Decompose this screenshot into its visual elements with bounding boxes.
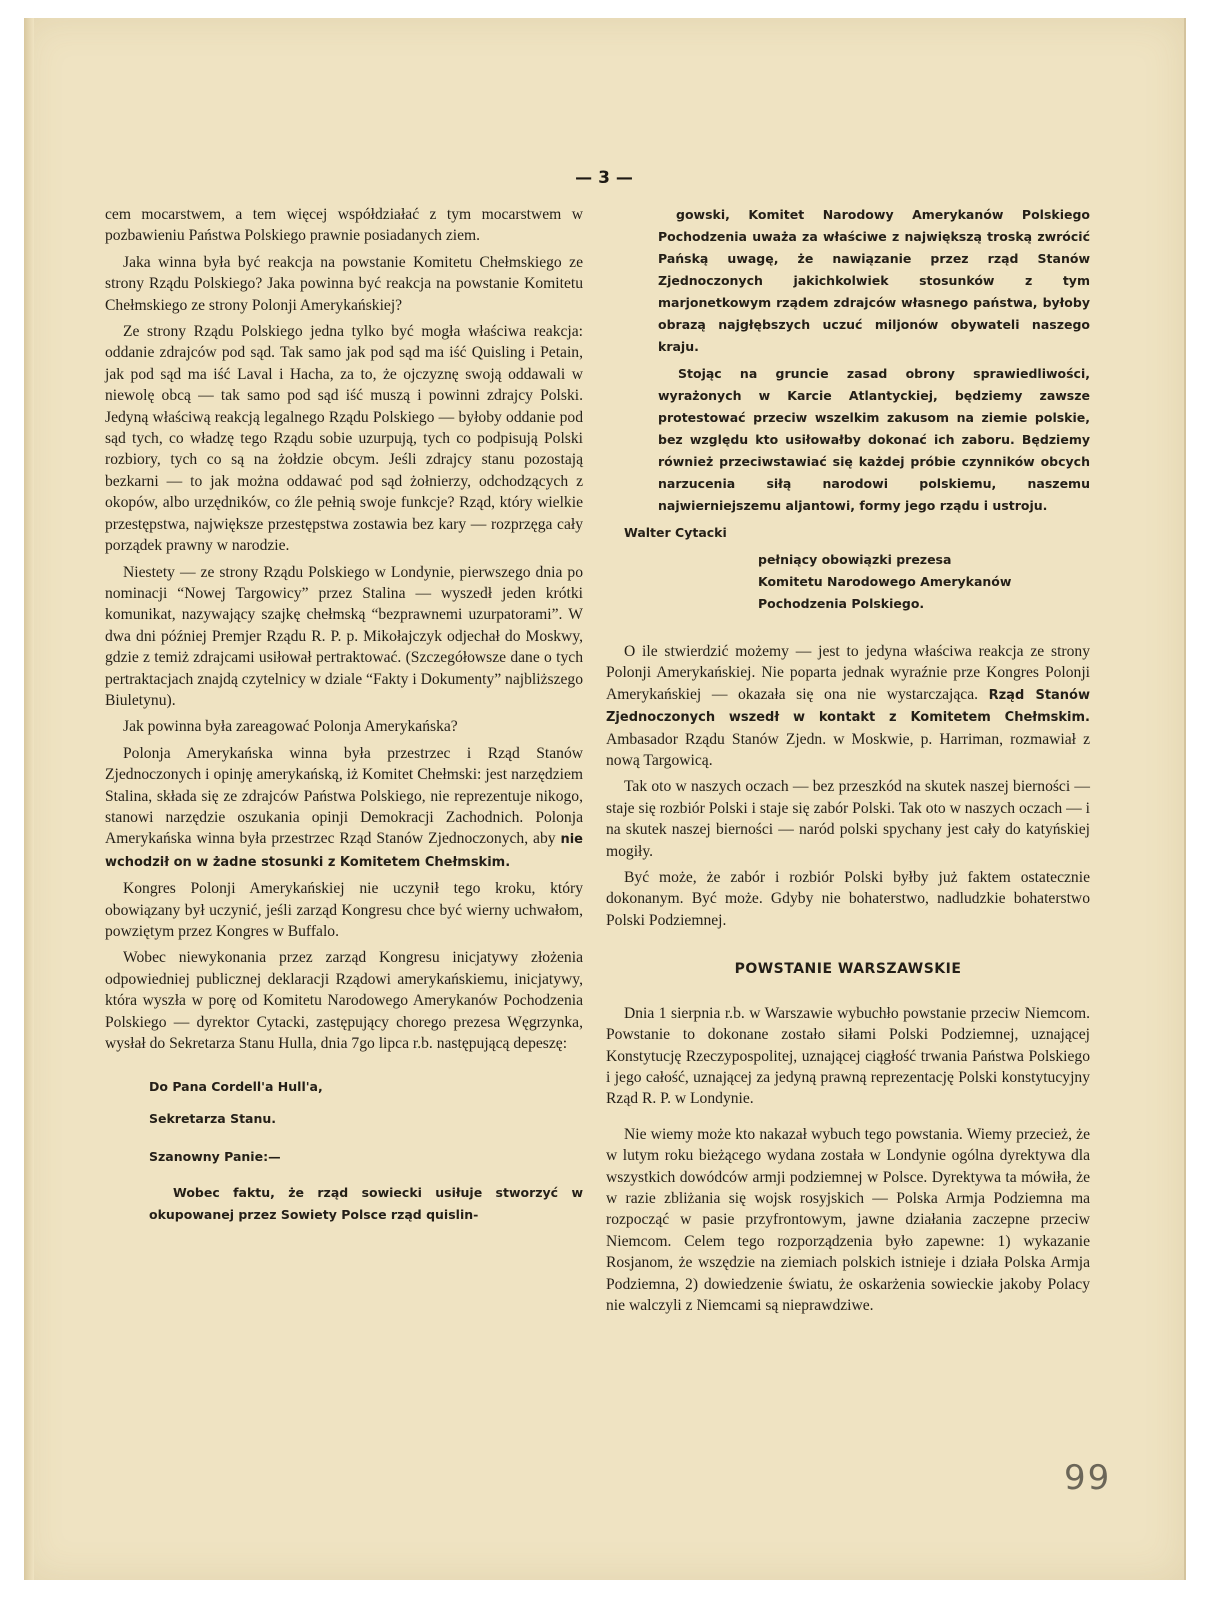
paragraph-heroism: Być może, że zabór i rozbiór Polski byłby już faktem ostatecznie dokonanym. Być może. Gdyby nie bohaterstwo, nadludzkie bohaterstwo Polski Podziemnej. xyxy=(606,869,1090,929)
left-paragraph: cem mocarstwem, a tem więcej współdziałać z tym mocarstwem w pozbawieniu Państwa Polskiego prawnie posiadanych ziem. xyxy=(105,206,583,245)
signature-title-line-2: Komitetu Narodowego Amerykanów xyxy=(758,574,1012,589)
left-paragraph: Wobec niewykonania przez zarząd Kongresu inicjatywy złożenia odpowiedniej publicznej deklaracji Rządowi amerykańskiemu, inicjatywy, która wyszła w porę od Komitetu Narodowego Amerykanów Pochodzenia Polskiego — dyrektor Cytacki, zastępujący chorego prezesa Węgrzynka, wysłał do Sekretarza Stanu Hulla, dnia 7go lipca r.b. następującą depeszę: xyxy=(105,949,583,1053)
left-paragraph xyxy=(105,743,583,873)
handwritten-page-number: 99 xyxy=(1064,1458,1112,1498)
left-paragraph: Ze strony Rządu Polskiego jedna tylko być mogła właściwa reakcja: oddanie zdrajców pod sąd. Tak samo jak pod sąd ma iść Quisling i Petain, jak pod sąd ma iść Laval i Hacha, za to, że ojczyznę swoją oddawali w niewolę obcą — tak samo pod sąd iść muszą i powinni zdrajcy Polski. Jedyną właściwą reakcją legalnego Rządu Polskiego — byłoby oddanie pod sąd tych, co władzę tego Rządu sobie uzurpują, tych co podpisują Polski rozbiory, tych co są na żołdzie obcym. Jeśli zdrajcy stanu pozostają bezkarni — to jak można oddawać pod sąd żołnierzy, odchodzących z okopów, albo urzędników, co źle pełnią swoje funkcje? Rząd, który wielkie przestępstwa, największe przestępstwa zostawia bez kary — rozprzęga cały porządek prawny w narodzie. xyxy=(105,323,583,555)
letter-continuation-2: Stojąc na gruncie zasad obrony sprawiedliwości, wyrażonych w Karcie Atlantyckiej, będziemy zawsze protestować przeciw wszelkim zakusom na ziemie polskie, bez względu kto usiłowałby dokonać ich zaboru. Będziemy również przeciwstawiać się każdej próbie czynników obcych narzucenia siłą narodowi polskiemu, naszemu najwierniejszemu aljantowi, formy jego rządu i ustroju. xyxy=(658,366,1090,513)
left-paragraph-text: Polonja Amerykańska winna była przestrzec i Rząd Stanów Zjednoczonych i opinję amerykańską, iż Komitet Chełmski: jest narzędziem Stalina, składa się ze zdrajców Państwa Polskiego, nie reprezentuje nikogo, stanowi narzędzie oszukania opinji Demokracji Zachodnich. Polonja Amerykańska winna była przestrzec Rząd Stanów Zjednoczonych, aby xyxy=(105,744,583,848)
paragraph-reaction-start: O ile stwierdzić możemy — jest to jedyna właściwa reakcja ze strony Polonji Amerykańskiej. Nie poparta jednak wyraźnie prze Kongres Polonji Amerykańskiej — okazała się ona nie wystarczająca. xyxy=(606,643,1090,703)
binding-edge xyxy=(24,18,34,1580)
left-paragraph: Niestety — ze strony Rządu Polskiego w Londynie, pierwszego dnia po nominacji “Nowej Targowicy” przez Stalina — wyszedł jeden krótki komunikat, nazywający szajkę chełmską “bezprawnemi uzurpatorami”. W dwa dni później Premjer Rządu R. P. p. Mikołajczyk odjechał do Moskwy, gdzie z temiż zdrajcami usiłował pertraktować. (Szczegółowsze dane o tych pertraktacjach znajdą czytelnicy w dziale “Fakty i Dokumenty” najbliższego Biuletynu). xyxy=(105,563,584,709)
paragraph-passivity: Tak oto w naszych oczach — bez przeszkód na skutek naszej bierności — staje się rozbiór Polski i staje się zabór Polski. Tak oto w naszych oczach — i na skutek naszej bierności — naród polski spychany jest cały do katyńskiej mogiły. xyxy=(606,778,1090,860)
paragraph-reaction xyxy=(606,641,1090,771)
telegram-letter xyxy=(105,1076,583,1226)
signature-name: Walter Cytacki xyxy=(624,525,727,540)
document-page xyxy=(24,18,1186,1580)
page-number: — 3 — xyxy=(575,168,633,188)
letter-salutation: Szanowny Panie:— xyxy=(149,1149,281,1165)
section-heading: POWSTANIE WARSZAWSKIE xyxy=(734,961,962,978)
signature-title-line-3: Pochodzenia Polskiego. xyxy=(758,596,925,611)
left-column xyxy=(105,204,583,1236)
paragraph-reaction-bold: Rząd Stanów Zjednoczonych wszedł w kontakt z Komitetem Chełmskim. xyxy=(606,687,1090,726)
letter-body-start: Wobec faktu, że rząd sowiecki usiłuje stworzyć w okupowanej przez Sowiety Polsce rząd quislin- xyxy=(149,1185,583,1223)
paragraph-uprising: Dnia 1 sierpnia r.b. w Warszawie wybuchło powstanie przeciw Niemcom. Powstanie to dokonane zostało siłami Polski Podziemnej, uznającej Konstytucję Rzeczypospolitej, uznającej ciągłość trwania Państwa Polskiego i jego całość, uznającej za jedyną prawną reprezentację Polski konstytucyjny Rząd R. P. w Londynie. xyxy=(606,1004,1090,1108)
right-column xyxy=(606,204,1090,1321)
letter-addressee-title: Sekretarza Stanu. xyxy=(149,1111,277,1127)
left-paragraph-bold: nie wchodził on w żadne stosunki z Komitetem Chełmskim. xyxy=(105,832,583,870)
left-paragraph: Jaka winna była być reakcja na powstanie Komitetu Chełmskiego ze strony Rządu Polskiego? Jaka powinna być reakcja na powstanie Komitetu Chełmskiego ze strony Polonji Amerykańskiej? xyxy=(105,253,583,314)
left-paragraphs xyxy=(105,204,583,1054)
paragraph-directive: Nie wiemy może kto nakazał wybuch tego powstania. Wiemy przecież, że w lutym roku bieżącego wydana została w Londynie ogólna dyrektywa dla wszystkich dowódców armji podziemnej w Polsce. Dyrektywa ta mówiła, że w razie zbliżania się wojsk rosyjskich — Polska Armja Podziemna ma rozpocząć w pasie przyfrontowym, jawne działania zaczepne przeciw Niemcom. Celem tego rozporządzenia było zapewne: 1) wykazanie Rosjanom, że wszędzie na ziemiach polskich istnieje i działa Polska Armja Podziemna, 2) dowiedzenie światu, że oskarżenia sowieckie jakoby Polacy nie walczyli z Niemcami są nieprawdziwe. xyxy=(606,1125,1090,1314)
letter-addressee-name: Do Pana Cordell'a Hull'a, xyxy=(149,1079,323,1095)
signature-title-line-1: pełniący obowiązki prezesa xyxy=(758,552,952,567)
left-paragraph: Jak powinna była zareagować Polonja Amerykańska? xyxy=(123,718,458,736)
left-paragraph: Kongres Polonji Amerykańskiej nie uczynił tego kroku, który obowiązany był uczynić, jeśli zarząd Kongresu chce być wierny uchwałom, powziętym przez Kongres w Buffalo. xyxy=(105,880,583,940)
letter-continuation-1: gowski, Komitet Narodowy Amerykanów Polskiego Pochodzenia uważa za właściwe z największą troską zwrócić Pańską uwagę, że nawiązanie przez rząd Stanów Zjednoczonych jakichkolwiek stosunków z tym marjonetkowym rządem zdrajców własnego państwa, byłoby obrazą najgłębszych uczuć miljonów obywateli naszego kraju. xyxy=(658,207,1090,354)
signature-title xyxy=(758,549,1090,615)
paragraph-reaction-end: Ambasador Rządu Stanów Zjedn. w Moskwie, p. Harriman, rozmawiał z nową Targowicą. xyxy=(606,730,1090,770)
